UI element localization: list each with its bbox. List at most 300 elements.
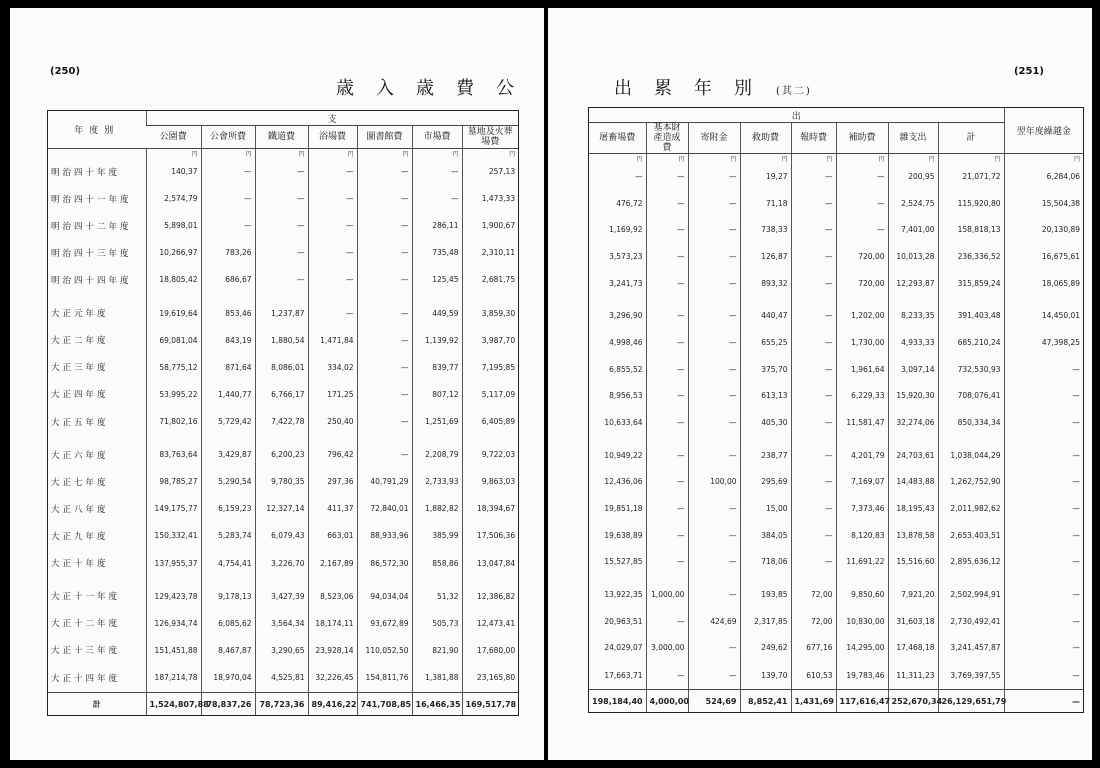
right-value-cell: — bbox=[791, 522, 836, 549]
right-value-cell: — bbox=[646, 522, 688, 549]
right-value-cell: — bbox=[836, 190, 888, 217]
left-value-cell: 6,405,89 bbox=[462, 408, 518, 435]
right-value-cell: 655,25 bbox=[740, 329, 791, 356]
right-value-cell: — bbox=[646, 608, 688, 635]
right-total-cell: 4,000,00 bbox=[646, 690, 688, 713]
right-column-header: 救助費 bbox=[740, 123, 791, 154]
right-table-row bbox=[589, 442, 1083, 469]
right-value-cell: 9,850,60 bbox=[836, 581, 888, 608]
right-value-cell: 315,859,24 bbox=[938, 270, 1004, 297]
right-column-header: 補助費 bbox=[836, 123, 888, 154]
left-value-cell: — bbox=[357, 212, 412, 239]
left-page-number: (250) bbox=[50, 66, 81, 77]
right-total-cell: 524,69 bbox=[688, 690, 740, 713]
right-value-cell: — bbox=[646, 163, 688, 190]
left-value-cell: — bbox=[201, 185, 255, 212]
right-value-cell: 13,922,35 bbox=[604, 589, 643, 599]
left-value-cell: 149,175,77 bbox=[146, 495, 201, 522]
left-value-cell: — bbox=[357, 441, 412, 468]
right-value-cell: 7,921,20 bbox=[888, 581, 938, 608]
left-value-cell: 2,574,79 bbox=[146, 185, 201, 212]
right-value-cell: 893,32 bbox=[740, 270, 791, 297]
left-value-cell: 663,01 bbox=[308, 522, 357, 549]
right-value-cell: 72,00 bbox=[791, 581, 836, 608]
left-value-cell: 8,086,01 bbox=[255, 354, 308, 381]
right-value-cell: — bbox=[1004, 608, 1083, 635]
year-label: 大正八年度 bbox=[51, 504, 109, 515]
right-value-cell: 6,229,33 bbox=[836, 382, 888, 409]
right-value-cell: 424,69 bbox=[688, 608, 740, 635]
right-table-row bbox=[589, 356, 1083, 383]
right-value-cell: — bbox=[1004, 356, 1083, 383]
left-value-cell: 19,619,64 bbox=[146, 300, 201, 327]
right-total-cell: — bbox=[1004, 690, 1083, 713]
right-value-cell: 1,000,00 bbox=[646, 581, 688, 608]
left-value-cell: 411,37 bbox=[308, 495, 357, 522]
left-table-row bbox=[48, 239, 518, 266]
right-value-cell: — bbox=[791, 329, 836, 356]
left-value-cell: 5,729,42 bbox=[201, 408, 255, 435]
right-total-cell: 26,129,651,79 bbox=[938, 690, 1004, 713]
right-value-cell: — bbox=[646, 216, 688, 243]
right-value-cell: 15,516,60 bbox=[888, 548, 938, 575]
left-unit-label: 円 bbox=[462, 149, 518, 159]
right-value-cell: — bbox=[688, 661, 740, 689]
left-unit-label: 円 bbox=[308, 149, 357, 159]
right-value-cell: 2,730,492,41 bbox=[938, 608, 1004, 635]
left-total-cell: 78,837,26 bbox=[201, 693, 255, 716]
left-table-row bbox=[48, 610, 518, 637]
left-value-cell: 4,754,41 bbox=[201, 550, 255, 577]
left-value-cell: 2,681,75 bbox=[462, 266, 518, 293]
left-value-cell: 23,165,80 bbox=[462, 664, 518, 693]
right-table-row bbox=[589, 634, 1083, 661]
left-value-cell: 88,933,96 bbox=[357, 522, 412, 549]
right-value-cell: 100,00 bbox=[688, 468, 740, 495]
left-value-cell: — bbox=[357, 185, 412, 212]
left-table-row bbox=[48, 550, 518, 577]
left-value-cell: 3,226,70 bbox=[255, 550, 308, 577]
left-value-cell: 1,900,67 bbox=[462, 212, 518, 239]
right-value-cell: 610,53 bbox=[791, 661, 836, 689]
right-value-cell: — bbox=[791, 442, 836, 469]
right-value-cell: — bbox=[646, 270, 688, 297]
right-value-cell: 1,730,00 bbox=[836, 329, 888, 356]
left-value-cell: 1,471,84 bbox=[308, 327, 357, 354]
left-value-cell: 853,46 bbox=[201, 300, 255, 327]
year-label: 大正十二年度 bbox=[51, 619, 121, 630]
right-title-subtitle: (其二) bbox=[776, 86, 812, 97]
right-value-cell: — bbox=[1004, 409, 1083, 436]
right-value-cell: 10,633,64 bbox=[604, 417, 643, 427]
left-value-cell: 17,506,36 bbox=[462, 522, 518, 549]
left-table-row bbox=[48, 495, 518, 522]
right-value-cell: 4,998,46 bbox=[609, 337, 643, 347]
right-group-header: 出 bbox=[589, 108, 1004, 123]
year-label: 明治四十一年度 bbox=[51, 194, 132, 205]
right-value-cell: 19,638,89 bbox=[604, 530, 643, 540]
right-value-cell: 6,284,06 bbox=[1004, 163, 1083, 190]
left-value-cell: 5,117,09 bbox=[462, 381, 518, 408]
right-unit-label: 円 bbox=[688, 154, 740, 164]
left-value-cell: — bbox=[255, 158, 308, 185]
right-value-cell: 200,95 bbox=[888, 163, 938, 190]
right-value-cell: 18,195,43 bbox=[888, 495, 938, 522]
right-value-cell: — bbox=[688, 581, 740, 608]
right-column-header: 雜支出 bbox=[888, 123, 938, 154]
left-value-cell: 187,214,78 bbox=[146, 664, 201, 693]
left-table-row bbox=[48, 637, 518, 664]
right-value-cell: 17,468,18 bbox=[888, 634, 938, 661]
left-value-cell: 6,085,62 bbox=[201, 610, 255, 637]
right-value-cell: 2,653,403,51 bbox=[938, 522, 1004, 549]
right-value-cell: 249,62 bbox=[740, 634, 791, 661]
right-unit-label: 円 bbox=[646, 154, 688, 164]
left-table-row bbox=[48, 266, 518, 293]
right-value-cell: — bbox=[688, 190, 740, 217]
left-value-cell: 505,73 bbox=[412, 610, 462, 637]
left-table-row bbox=[48, 158, 518, 185]
left-value-cell: — bbox=[357, 327, 412, 354]
year-label: 大正二年度 bbox=[51, 336, 109, 347]
right-value-cell: 476,72 bbox=[616, 198, 643, 208]
right-value-cell: 15,504,38 bbox=[1004, 190, 1083, 217]
right-value-cell: 47,398,25 bbox=[1004, 329, 1083, 356]
right-value-cell: 3,241,457,87 bbox=[938, 634, 1004, 661]
right-table-row bbox=[589, 216, 1083, 243]
year-label: 大正五年度 bbox=[51, 417, 109, 428]
right-title-text: 出累年別 bbox=[614, 78, 774, 99]
right-value-cell: 10,013,28 bbox=[888, 243, 938, 270]
left-value-cell: 385,99 bbox=[412, 522, 462, 549]
right-value-cell: 405,30 bbox=[740, 409, 791, 436]
year-label: 明治四十三年度 bbox=[51, 248, 132, 259]
left-value-cell: 2,167,89 bbox=[308, 550, 357, 577]
right-table-row bbox=[589, 468, 1083, 495]
right-table-row bbox=[589, 581, 1083, 608]
left-table-row bbox=[48, 583, 518, 610]
left-value-cell: 171,25 bbox=[308, 381, 357, 408]
left-value-cell: 12,327,14 bbox=[255, 495, 308, 522]
left-value-cell: 686,67 bbox=[201, 266, 255, 293]
right-value-cell: 115,920,80 bbox=[938, 190, 1004, 217]
right-table-row bbox=[589, 661, 1083, 689]
left-value-cell: 6,200,23 bbox=[255, 441, 308, 468]
right-value-cell: — bbox=[688, 243, 740, 270]
right-value-cell: 1,262,752,90 bbox=[938, 468, 1004, 495]
left-value-cell: 23,928,14 bbox=[308, 637, 357, 664]
right-value-cell: — bbox=[1004, 522, 1083, 549]
right-value-cell: 720,00 bbox=[836, 243, 888, 270]
right-unit-label: 円 bbox=[1004, 154, 1083, 164]
left-value-cell: 53,995,22 bbox=[146, 381, 201, 408]
left-total-cell: 16,466,35 bbox=[412, 693, 462, 716]
year-label: 大正十四年度 bbox=[51, 673, 121, 684]
left-value-cell: 151,451,88 bbox=[146, 637, 201, 664]
right-table-row bbox=[589, 522, 1083, 549]
right-value-cell: 10,949,22 bbox=[604, 450, 643, 460]
left-group-header: 支 bbox=[146, 111, 518, 126]
left-value-cell: — bbox=[308, 212, 357, 239]
right-expenditure-table bbox=[589, 108, 1083, 712]
right-table-row bbox=[589, 302, 1083, 329]
left-value-cell: 126,934,74 bbox=[146, 610, 201, 637]
left-unit-label: 円 bbox=[201, 149, 255, 159]
right-value-cell: 24,703,61 bbox=[888, 442, 938, 469]
left-value-cell: 807,12 bbox=[412, 381, 462, 408]
left-value-cell: — bbox=[357, 239, 412, 266]
left-value-cell: — bbox=[308, 300, 357, 327]
right-value-cell: 12,293,87 bbox=[888, 270, 938, 297]
right-value-cell: — bbox=[688, 302, 740, 329]
year-label: 明治四十二年度 bbox=[51, 221, 132, 232]
right-value-cell: — bbox=[688, 548, 740, 575]
right-value-cell: — bbox=[791, 356, 836, 383]
right-value-cell: — bbox=[646, 243, 688, 270]
right-table-row bbox=[589, 548, 1083, 575]
left-value-cell: 93,672,89 bbox=[357, 610, 412, 637]
left-table-row bbox=[48, 522, 518, 549]
left-value-cell: 17,680,00 bbox=[462, 637, 518, 664]
right-value-cell: 3,241,73 bbox=[609, 278, 643, 288]
left-value-cell: — bbox=[201, 212, 255, 239]
right-column-header: 寄附金 bbox=[688, 123, 740, 154]
right-table-row bbox=[589, 382, 1083, 409]
right-value-cell: — bbox=[646, 409, 688, 436]
right-value-cell: 375,70 bbox=[740, 356, 791, 383]
right-value-cell: — bbox=[1004, 581, 1083, 608]
left-column-header: 市場費 bbox=[412, 126, 462, 149]
left-value-cell: 3,564,34 bbox=[255, 610, 308, 637]
left-value-cell: 250,40 bbox=[308, 408, 357, 435]
right-value-cell: 3,296,90 bbox=[609, 311, 643, 321]
left-value-cell: 12,473,41 bbox=[462, 610, 518, 637]
right-value-cell: — bbox=[836, 163, 888, 190]
left-value-cell: — bbox=[308, 266, 357, 293]
left-table-row bbox=[48, 408, 518, 435]
right-value-cell: 17,663,71 bbox=[604, 670, 643, 680]
right-table-body bbox=[589, 163, 1083, 712]
right-value-cell: 3,000,00 bbox=[646, 634, 688, 661]
left-table-row bbox=[48, 381, 518, 408]
left-total-cell: 89,416,22 bbox=[308, 693, 357, 716]
left-table-row bbox=[48, 354, 518, 381]
left-value-cell: 12,386,82 bbox=[462, 583, 518, 610]
left-value-cell: — bbox=[255, 266, 308, 293]
right-value-cell: 732,530,93 bbox=[938, 356, 1004, 383]
left-value-cell: 13,047,84 bbox=[462, 550, 518, 577]
right-value-cell: 4,933,33 bbox=[888, 329, 938, 356]
left-value-cell: 40,791,29 bbox=[357, 468, 412, 495]
year-label: 明治四十四年度 bbox=[51, 275, 132, 286]
right-value-cell: 193,85 bbox=[740, 581, 791, 608]
left-value-cell: 9,178,13 bbox=[201, 583, 255, 610]
right-value-cell: 14,450,01 bbox=[1004, 302, 1083, 329]
right-column-header: 屠畜場費 bbox=[589, 123, 646, 154]
right-value-cell: — bbox=[688, 522, 740, 549]
right-value-cell: — bbox=[646, 548, 688, 575]
left-value-cell: 449,59 bbox=[412, 300, 462, 327]
left-column-header: 墓地及火葬場費 bbox=[462, 126, 518, 149]
left-value-cell: 871,64 bbox=[201, 354, 255, 381]
left-value-cell: — bbox=[308, 185, 357, 212]
left-unit-label: 円 bbox=[357, 149, 412, 159]
right-table-row bbox=[589, 190, 1083, 217]
right-unit-row bbox=[589, 154, 1083, 164]
left-value-cell: 735,48 bbox=[412, 239, 462, 266]
left-unit-blank bbox=[48, 149, 146, 159]
right-page-number: (251) bbox=[1013, 66, 1044, 77]
left-value-cell: 5,283,74 bbox=[201, 522, 255, 549]
left-value-cell: 98,785,27 bbox=[146, 468, 201, 495]
left-value-cell: — bbox=[308, 239, 357, 266]
left-value-cell: 1,251,69 bbox=[412, 408, 462, 435]
left-table-row bbox=[48, 468, 518, 495]
right-value-cell: 3,097,14 bbox=[888, 356, 938, 383]
right-total-cell: 198,184,40 bbox=[589, 690, 646, 713]
year-label: 明治四十年度 bbox=[51, 167, 121, 178]
right-value-cell: 14,483,88 bbox=[888, 468, 938, 495]
left-value-cell: 1,237,87 bbox=[255, 300, 308, 327]
right-value-cell: — bbox=[688, 409, 740, 436]
right-value-cell: — bbox=[688, 634, 740, 661]
right-value-cell: 718,06 bbox=[740, 548, 791, 575]
right-value-cell: — bbox=[688, 163, 740, 190]
left-column-header: 公園費 bbox=[146, 126, 201, 149]
left-value-cell: 839,77 bbox=[412, 354, 462, 381]
left-value-cell: 334,02 bbox=[308, 354, 357, 381]
left-column-header: 浴場費 bbox=[308, 126, 357, 149]
right-value-cell: 1,961,64 bbox=[836, 356, 888, 383]
right-value-cell: 21,071,72 bbox=[938, 163, 1004, 190]
right-value-cell: — bbox=[791, 302, 836, 329]
year-label: 大正十一年度 bbox=[51, 592, 121, 603]
year-label: 大正七年度 bbox=[51, 477, 109, 488]
right-value-cell: 384,05 bbox=[740, 522, 791, 549]
total-label: 計 bbox=[48, 693, 146, 716]
left-value-cell: 6,766,17 bbox=[255, 381, 308, 408]
left-value-cell: 9,780,35 bbox=[255, 468, 308, 495]
left-value-cell: 32,226,45 bbox=[308, 664, 357, 693]
right-unit-label: 円 bbox=[636, 156, 643, 163]
right-value-cell: 10,830,00 bbox=[836, 608, 888, 635]
left-value-cell: — bbox=[412, 185, 462, 212]
right-page-title bbox=[614, 74, 812, 100]
left-value-cell: 8,523,06 bbox=[308, 583, 357, 610]
left-table-row bbox=[48, 441, 518, 468]
left-value-cell: 286,11 bbox=[412, 212, 462, 239]
left-value-cell: — bbox=[255, 212, 308, 239]
right-value-cell: 850,334,34 bbox=[938, 409, 1004, 436]
left-page bbox=[10, 8, 544, 760]
right-value-cell: 11,581,47 bbox=[836, 409, 888, 436]
left-unit-label: 円 bbox=[255, 149, 308, 159]
right-value-cell: — bbox=[791, 548, 836, 575]
right-value-cell: 11,691,22 bbox=[836, 548, 888, 575]
year-label: 大正十三年度 bbox=[51, 646, 121, 657]
left-total-cell: 741,708,85 bbox=[357, 693, 412, 716]
right-value-cell: — bbox=[646, 661, 688, 689]
right-unit-label: 円 bbox=[740, 154, 791, 164]
left-value-cell: 5,898,01 bbox=[146, 212, 201, 239]
left-value-cell: 8,467,87 bbox=[201, 637, 255, 664]
right-value-cell: — bbox=[688, 495, 740, 522]
right-value-cell: 685,210,24 bbox=[938, 329, 1004, 356]
right-unit-label: 円 bbox=[836, 154, 888, 164]
right-value-cell: — bbox=[646, 190, 688, 217]
left-table-row bbox=[48, 212, 518, 239]
right-value-cell: 2,895,636,12 bbox=[938, 548, 1004, 575]
left-value-cell: 83,763,64 bbox=[146, 441, 201, 468]
left-total-cell: 169,517,78 bbox=[462, 693, 518, 716]
left-table-row bbox=[48, 664, 518, 693]
left-table-row bbox=[48, 185, 518, 212]
left-value-cell: 4,525,81 bbox=[255, 664, 308, 693]
left-value-cell: 2,310,11 bbox=[462, 239, 518, 266]
right-value-cell: 2,524,75 bbox=[888, 190, 938, 217]
right-value-cell: — bbox=[791, 495, 836, 522]
year-label: 大正元年度 bbox=[51, 309, 109, 320]
right-value-cell: — bbox=[1004, 661, 1083, 689]
right-value-cell: — bbox=[791, 216, 836, 243]
left-value-cell: 6,079,43 bbox=[255, 522, 308, 549]
right-unit-label: 円 bbox=[888, 154, 938, 164]
right-value-cell: 16,675,61 bbox=[1004, 243, 1083, 270]
right-table-frame bbox=[588, 107, 1084, 713]
right-table-row bbox=[589, 409, 1083, 436]
right-value-cell: 18,065,89 bbox=[1004, 270, 1083, 297]
right-value-cell: 2,011,982,62 bbox=[938, 495, 1004, 522]
right-value-cell: 158,818,13 bbox=[938, 216, 1004, 243]
right-value-cell: — bbox=[688, 382, 740, 409]
right-value-cell: — bbox=[1004, 382, 1083, 409]
right-value-cell: 8,233,35 bbox=[888, 302, 938, 329]
right-table-row bbox=[589, 243, 1083, 270]
year-column-header: 年度別 bbox=[48, 111, 146, 149]
right-value-cell: 20,130,89 bbox=[1004, 216, 1083, 243]
right-value-cell: 7,401,00 bbox=[888, 216, 938, 243]
left-value-cell: 9,863,03 bbox=[462, 468, 518, 495]
left-value-cell: — bbox=[255, 185, 308, 212]
left-value-cell: 7,422,78 bbox=[255, 408, 308, 435]
left-value-cell: — bbox=[357, 381, 412, 408]
right-unit-label: 円 bbox=[938, 154, 1004, 164]
right-value-cell: 7,373,46 bbox=[836, 495, 888, 522]
left-value-cell: 1,473,33 bbox=[462, 185, 518, 212]
right-value-cell: — bbox=[1004, 634, 1083, 661]
left-value-cell: 858,86 bbox=[412, 550, 462, 577]
left-value-cell: 6,159,23 bbox=[201, 495, 255, 522]
left-value-cell: 1,440,77 bbox=[201, 381, 255, 408]
left-value-cell: 783,26 bbox=[201, 239, 255, 266]
right-table-row bbox=[589, 163, 1083, 190]
right-value-cell: 12,436,06 bbox=[604, 477, 643, 487]
year-label: 大正三年度 bbox=[51, 363, 109, 374]
right-value-cell: 31,603,18 bbox=[888, 608, 938, 635]
right-value-cell: — bbox=[646, 442, 688, 469]
right-value-cell: — bbox=[791, 243, 836, 270]
left-page-title: 歳入歳費公 bbox=[336, 78, 536, 99]
left-total-cell: 78,723,36 bbox=[255, 693, 308, 716]
right-column-header: 基本財產造成費 bbox=[646, 123, 688, 154]
right-total-cell: 8,852,41 bbox=[740, 690, 791, 713]
right-value-cell: — bbox=[791, 468, 836, 495]
right-value-cell: 126,87 bbox=[740, 243, 791, 270]
right-value-cell: 8,120,83 bbox=[836, 522, 888, 549]
right-value-cell: — bbox=[836, 216, 888, 243]
left-value-cell: 7,195,85 bbox=[462, 354, 518, 381]
right-value-cell: — bbox=[1004, 548, 1083, 575]
